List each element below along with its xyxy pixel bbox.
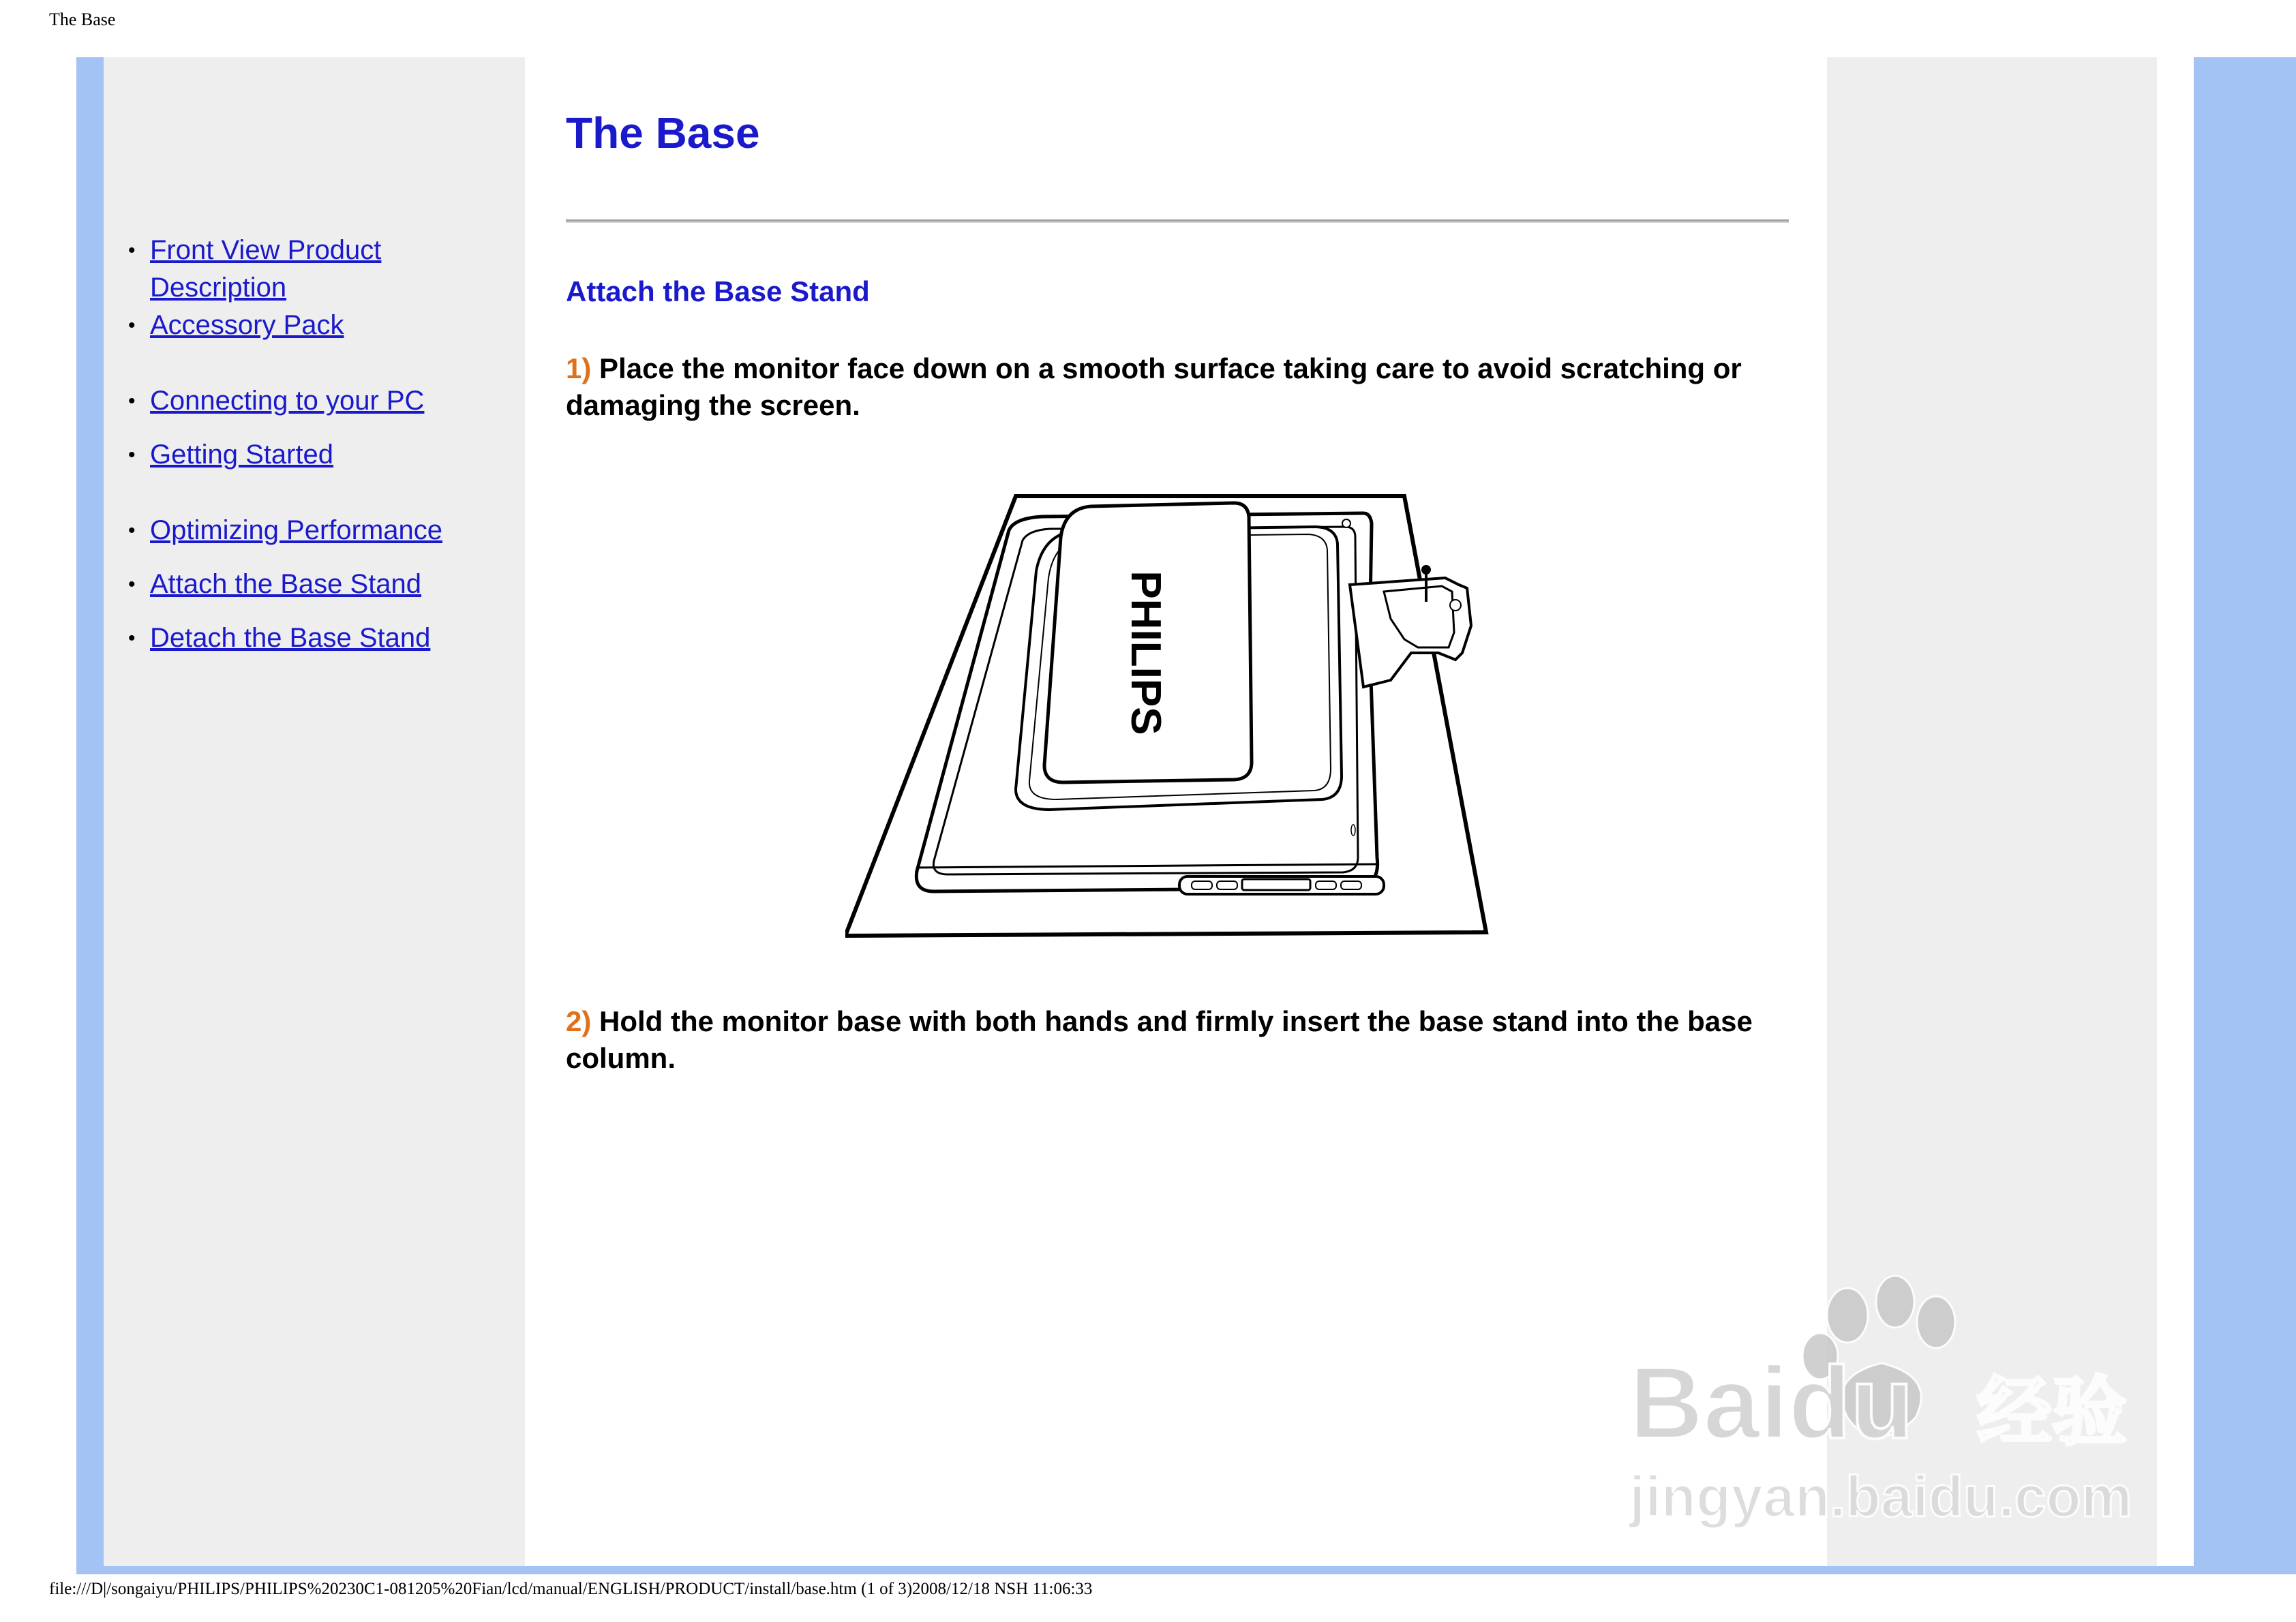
- step-2-text: Hold the monitor base with both hands and firmly insert the base stand into the base column.: [566, 1005, 1753, 1074]
- sidebar-link-front-view[interactable]: Front View Product Description: [150, 235, 382, 303]
- step-2-number: 2): [566, 1005, 592, 1037]
- step-1: [566, 350, 1789, 424]
- page-header-title: The Base: [49, 10, 116, 29]
- sidebar-item-accessory-pack: [123, 307, 504, 344]
- step-1-text: Place the monitor face down on a smooth surface taking care to avoid scratching or damaging the screen.: [566, 352, 1742, 421]
- sidebar-item-optimizing: [123, 512, 504, 549]
- step-1-number: 1): [566, 352, 592, 384]
- monitor-face-down-illustration: [845, 489, 1520, 946]
- sidebar-link-detach-base[interactable]: Detach the Base Stand: [150, 623, 431, 653]
- bullet-icon: •: [128, 519, 136, 542]
- sidebar-nav: [123, 232, 504, 657]
- sidebar-item-getting-started: [123, 436, 504, 474]
- sidebar-link-connecting[interactable]: Connecting to your PC: [150, 386, 425, 416]
- page-title: The Base: [566, 108, 760, 157]
- watermark-chinese: 经验: [1977, 1368, 2127, 1456]
- bullet-icon: •: [128, 573, 136, 596]
- bullet-icon: •: [128, 627, 136, 649]
- sidebar-item-attach-base: [123, 566, 504, 603]
- section-title: Attach the Base Stand: [566, 275, 870, 307]
- title-divider: [566, 219, 1789, 223]
- sidebar-item-detach-base: [123, 619, 504, 657]
- step-2: [566, 1003, 1789, 1077]
- watermark-brand: Baidu: [1629, 1345, 1914, 1460]
- philips-logo: PHILIPS: [1122, 570, 1169, 735]
- right-frame-border: [2194, 57, 2296, 1574]
- sidebar-link-attach-base[interactable]: Attach the Base Stand: [150, 569, 422, 599]
- sidebar-link-optimizing[interactable]: Optimizing Performance: [150, 515, 443, 545]
- sidebar-link-accessory-pack[interactable]: Accessory Pack: [150, 310, 344, 340]
- watermark-url: jingyan.baidu.com: [1629, 1465, 2132, 1529]
- bullet-icon: •: [128, 444, 136, 466]
- sidebar-item-connecting: [123, 382, 504, 420]
- bottom-frame-border: [76, 1566, 2296, 1574]
- page-footer-path: file:///D|/songaiyu/PHILIPS/PHILIPS%20230C1-081205%20Fian/lcd/manual/ENGLISH/PRODUCT/install/base.htm (1 of 3)2008/12/18 NSH 11:06:33: [49, 1580, 1093, 1598]
- bullet-icon: •: [128, 390, 136, 412]
- bullet-icon: •: [128, 314, 136, 337]
- sidebar-item-front-view: [123, 232, 504, 307]
- sidebar-link-getting-started[interactable]: Getting Started: [150, 440, 334, 470]
- left-frame-border: [76, 57, 104, 1574]
- bullet-icon: •: [128, 239, 136, 262]
- baidu-watermark: [1622, 1274, 2168, 1533]
